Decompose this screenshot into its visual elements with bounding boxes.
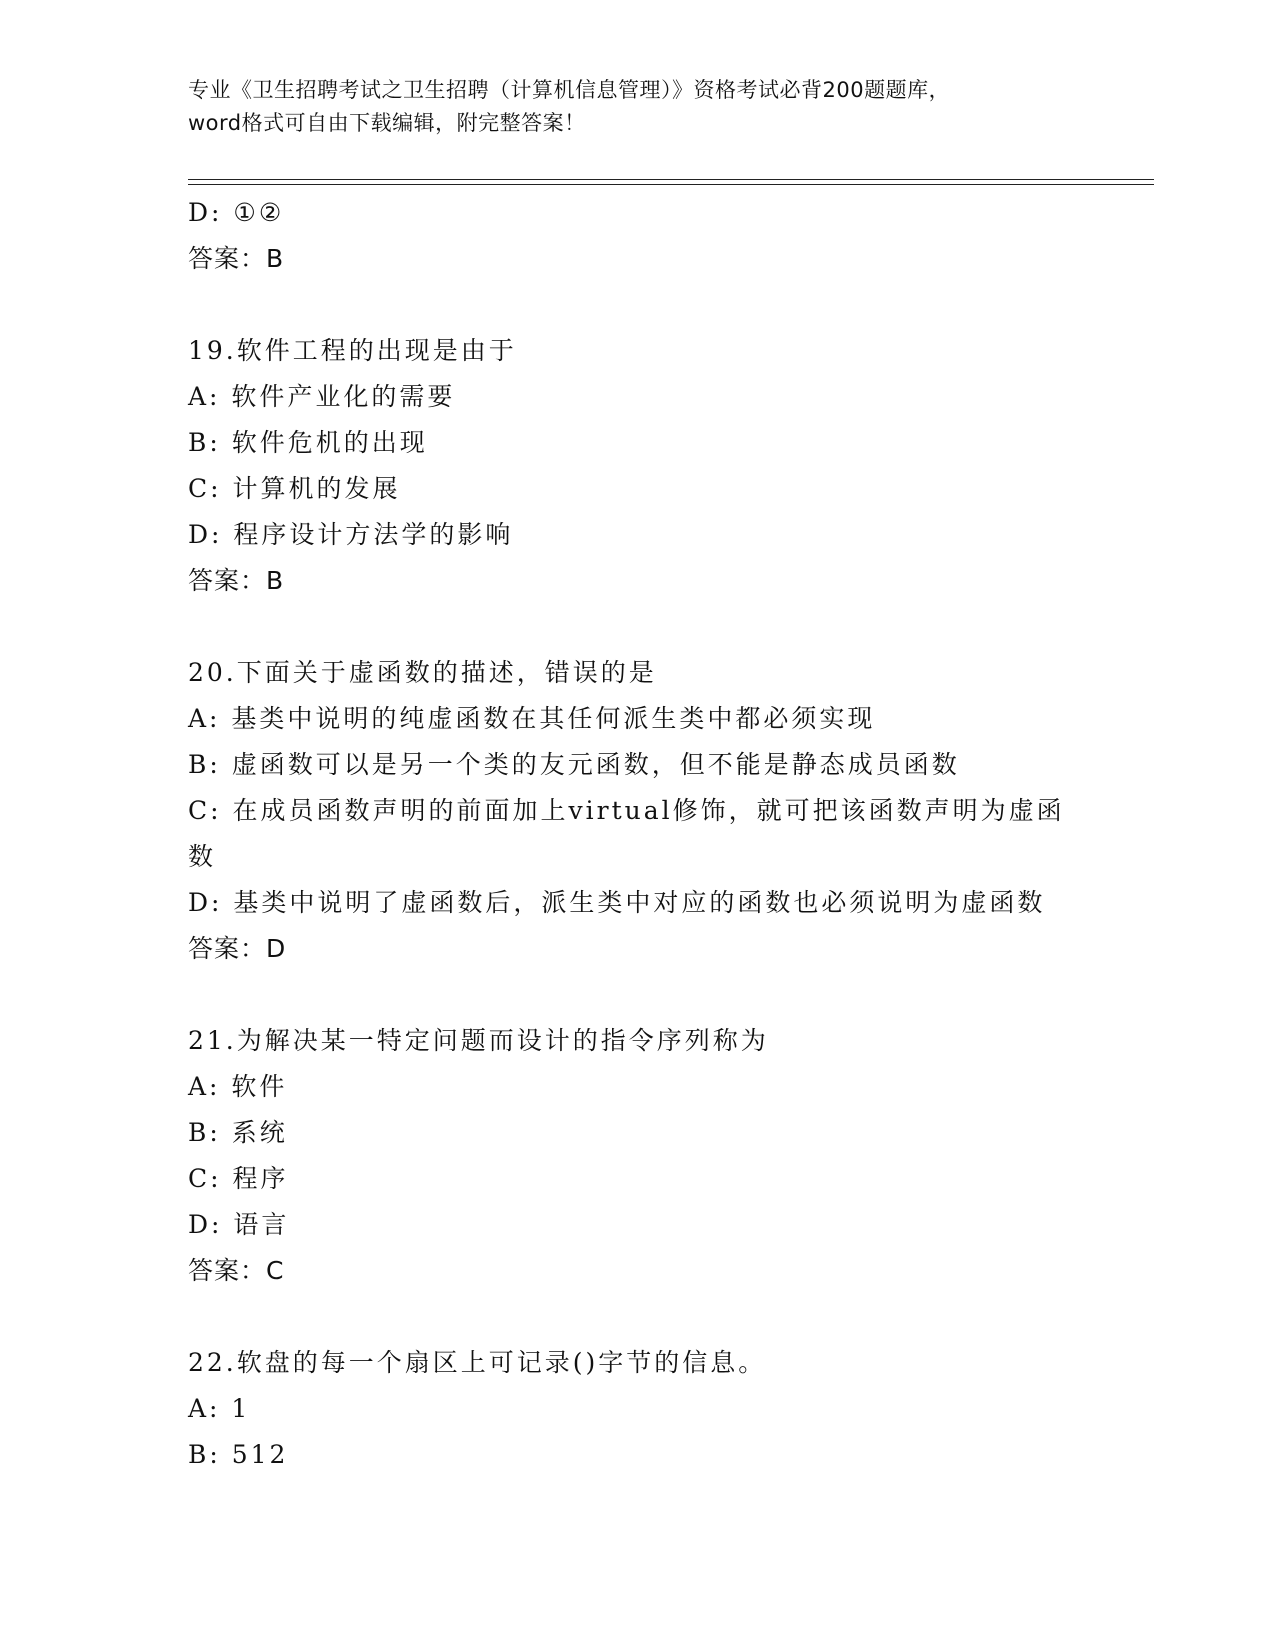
option-c: C: 在成员函数声明的前面加上virtual修饰，就可把该函数声明为虚函数: [188, 796, 1065, 871]
option-c: C: 计算机的发展: [188, 474, 401, 503]
option-d: D: 程序设计方法学的影响: [188, 520, 514, 549]
option-b: B: 512: [188, 1440, 289, 1469]
question-18-tail: [188, 190, 1088, 282]
option-b: B: 软件危机的出现: [188, 428, 428, 457]
header-title-line-1: 专业《卫生招聘考试之卫生招聘（计算机信息管理）》资格考试必背200题题库，: [188, 78, 951, 102]
option-d: D: 语言: [188, 1210, 290, 1239]
option-b: B: 虚函数可以是另一个类的友元函数，但不能是静态成员函数: [188, 750, 960, 779]
answer: 答案：C: [188, 1256, 285, 1285]
option-a: A: 软件产业化的需要: [188, 382, 456, 411]
option-b: B: 系统: [188, 1118, 288, 1147]
option-d: D: ①②: [188, 198, 285, 227]
option-c: C: 程序: [188, 1164, 289, 1193]
question-21: [188, 1018, 1088, 1294]
answer: 答案：B: [188, 244, 285, 273]
question-stem: 22.软盘的每一个扇区上可记录()字节的信息。: [188, 1348, 767, 1377]
option-d: D: 基类中说明了虚函数后，派生类中对应的函数也必须说明为虚函数: [188, 888, 1046, 917]
header-divider-top: [188, 179, 1154, 180]
spacer: [188, 1294, 1088, 1340]
answer: 答案：B: [188, 566, 285, 595]
question-22: [188, 1340, 1088, 1478]
header-title-line-2: word格式可自由下载编辑，附完整答案！: [188, 111, 586, 135]
question-stem: 20.下面关于虚函数的描述，错误的是: [188, 658, 657, 687]
spacer: [188, 604, 1088, 650]
option-a: A: 基类中说明的纯虚函数在其任何派生类中都必须实现: [188, 704, 876, 733]
question-list: [188, 190, 1088, 1478]
question-stem: 19.软件工程的出现是由于: [188, 336, 517, 365]
option-a: A: 1: [188, 1394, 251, 1423]
option-a: A: 软件: [188, 1072, 288, 1101]
answer: 答案：D: [188, 934, 287, 963]
spacer: [188, 282, 1088, 328]
question-stem: 21.为解决某一特定问题而设计的指令序列称为: [188, 1026, 769, 1055]
spacer: [188, 972, 1088, 1018]
question-19: [188, 328, 1088, 604]
header-divider-bottom: [188, 184, 1154, 185]
question-20: [188, 650, 1088, 972]
document-header: [188, 74, 1068, 140]
